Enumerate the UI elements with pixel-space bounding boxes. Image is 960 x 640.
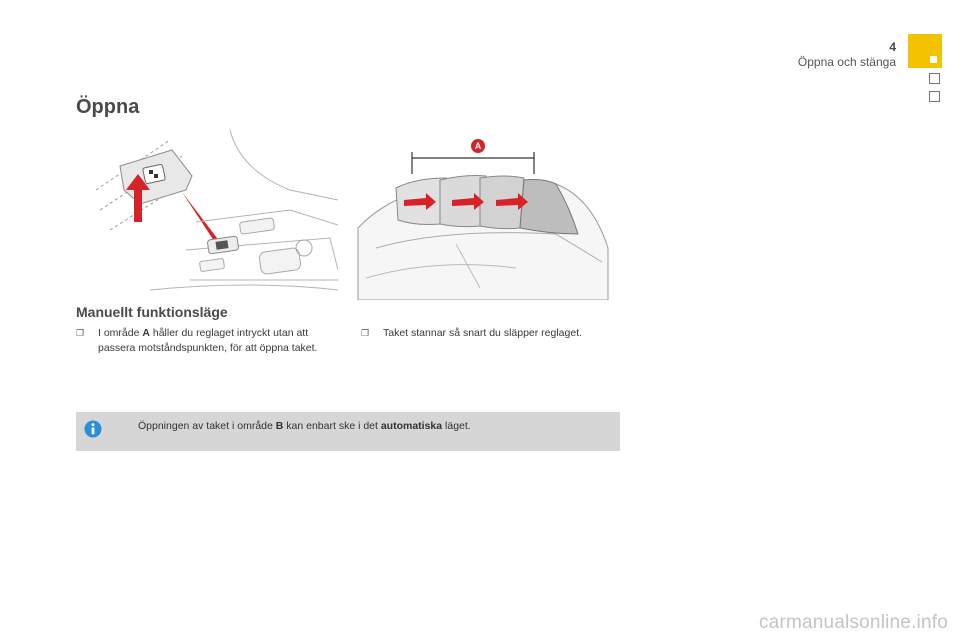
info-icon [84, 420, 102, 438]
page-number: 4 [889, 40, 896, 54]
instruction-text: Taket stannar så snart du släpper reglaget. [383, 327, 583, 339]
zone-reference: B [275, 420, 284, 432]
watermark: carmanualsonline.info [758, 612, 948, 633]
instruction-text: I område A håller du reglaget intryckt utan att passera motståndspunkten, för att öppna taket. [98, 327, 318, 354]
switch-closeup-icon [120, 150, 192, 204]
instruction-press [76, 326, 338, 356]
zone-reference: A [142, 327, 150, 339]
mode-subtitle: Manuellt funktionsläge [76, 304, 228, 320]
checkbox-bullet-icon: ❐ [361, 328, 370, 338]
roof-opening-illustration [356, 138, 612, 300]
chapter-tab[interactable] [929, 73, 940, 84]
chapter-title: Öppna och stänga [797, 55, 896, 69]
instruction-release [361, 326, 631, 341]
mode-emphasis: automatiska [380, 420, 443, 432]
roof-control-illustration [90, 130, 338, 300]
tab-indicator-icon [930, 56, 937, 63]
zone-a-label: A [474, 141, 482, 151]
chapter-tab[interactable] [929, 91, 940, 102]
checkbox-bullet-icon: ❐ [76, 328, 85, 338]
section-title: Öppna [76, 96, 140, 118]
chapter-tab-active[interactable] [908, 34, 942, 68]
info-note [76, 412, 620, 451]
info-text: Öppningen av taket i område B kan enbart ske i det automatiska läget. [138, 420, 471, 432]
